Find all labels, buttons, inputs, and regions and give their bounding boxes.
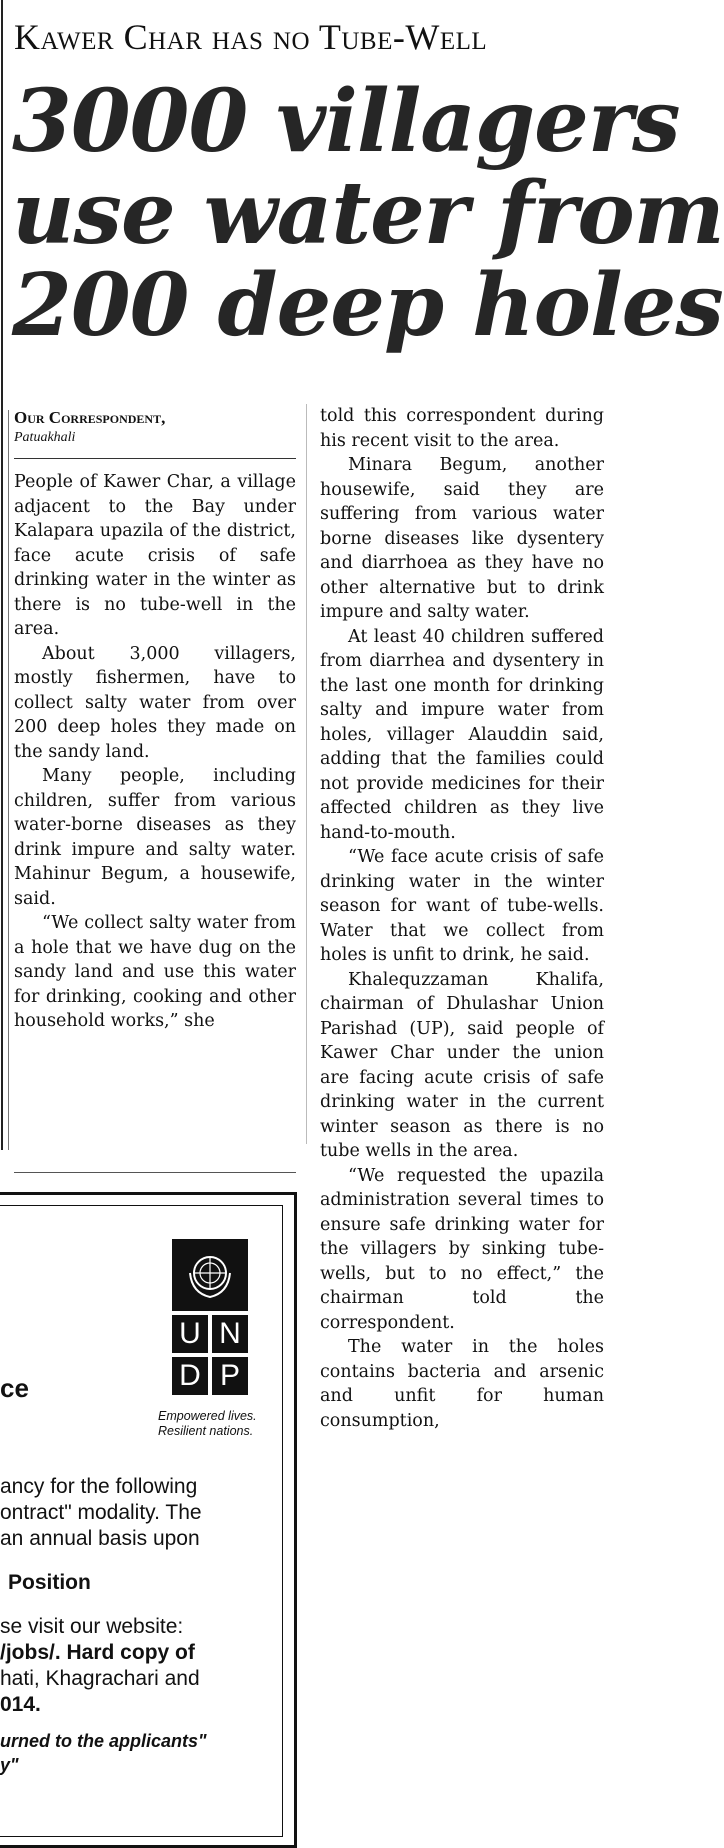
column-separator: [306, 404, 307, 1144]
headline-line-2: use water from: [12, 163, 724, 264]
byline: Our Correspondent,: [14, 408, 166, 427]
un-emblem-icon: [172, 1239, 248, 1311]
ad-heading-fragment: ce: [0, 1373, 29, 1403]
logo-letter: N: [212, 1315, 248, 1353]
ad-line: /jobs/. Hard copy of: [0, 1641, 195, 1664]
paragraph: told this correspondent during his recent visit to the area.: [320, 406, 604, 451]
ad-line: urned to the applicants": [0, 1731, 207, 1751]
article-column-2: [320, 404, 604, 1433]
ad-line: ontract" modality. The: [0, 1501, 202, 1524]
paragraph: People of Kawer Char, a village adjacent to the Bay under Kalapara upazila of the district, face acute crisis of safe drinking water in the winter as there is no tube-well in the area.: [14, 472, 296, 639]
paragraph: At least 40 children suffered from diarrhea and dysentery in the last one month for drinking salty and impure water from holes, villager Alauddin said, adding that the families could not provide medicines for their affected children as they live hand-to-mouth.: [320, 626, 604, 843]
article-column-1: [14, 470, 296, 1034]
ad-position-heading: Position: [8, 1571, 91, 1594]
ad-line: hati, Khagrachari and: [0, 1667, 200, 1690]
logo-letter: D: [172, 1357, 208, 1395]
ad-line: 014.: [0, 1693, 41, 1716]
paragraph: Many people, including children, suffer from various water-borne diseases as they drink impure and salty water. Mahinur Begum, a housewife, said.: [14, 766, 296, 909]
paragraph: About 3,000 villagers, mostly fishermen, have to collect salty water from over 200 deep holes they made on the sandy land.: [14, 643, 296, 762]
undp-logo: [172, 1239, 248, 1395]
column-1-bottom-rule: [14, 1172, 296, 1173]
logo-letter: U: [172, 1315, 208, 1353]
headline-line-3: 200 deep holes: [12, 255, 723, 356]
byline-rule: [14, 458, 296, 459]
ad-line: se visit our website:: [0, 1615, 184, 1638]
column-1-left-rule: [8, 410, 9, 1150]
paragraph: “We requested the upazila administration several times to ensure safe drinking water for the villagers by sinking tube-wells, but to no effect,” the chairman told the correspondent.: [320, 1165, 604, 1333]
logo-letter: P: [212, 1357, 248, 1395]
undp-advertisement: [0, 1192, 297, 1848]
paragraph: Khalequzzaman Khalifa, chairman of Dhulashar Union Parishad (UP), said people of Kawer Char under the union are facing acute crisis of safe drinking water in the current winter season as there is no tube wells in the area.: [320, 969, 604, 1161]
paragraph: “We collect salty water from a hole that we have dug on the sandy land and use this water for drinking, cooking and other household works,” she: [14, 913, 296, 1031]
kicker: Kawer Char has no Tube-Well: [14, 17, 488, 57]
headline-line-1: 3000 villagers: [12, 71, 680, 172]
undp-tagline: [158, 1409, 257, 1439]
tagline-line: Empowered lives.: [158, 1409, 257, 1423]
dateline-place: Patuakhali: [14, 430, 76, 445]
left-column-rule: [1, 0, 3, 1150]
paragraph: Minara Begum, another housewife, said they are suffering from various water borne diseases like dysentery and diarrhoea as they have no other alternative but to drink impure and salty water.: [320, 455, 604, 622]
ad-line: ancy for the following: [0, 1475, 198, 1498]
headline: [12, 71, 724, 356]
paragraph: The water in the holes contains bacteria and arsenic and unfit for human consumption,: [320, 1337, 604, 1431]
tagline-line: Resilient nations.: [158, 1424, 254, 1438]
ad-line: y": [0, 1755, 19, 1775]
paragraph: “We face acute crisis of safe drinking water in the winter season for want of tube-wells. Water that we collect from holes is unfit to drink, he said.: [320, 847, 604, 965]
ad-line: an annual basis upon: [0, 1527, 200, 1550]
